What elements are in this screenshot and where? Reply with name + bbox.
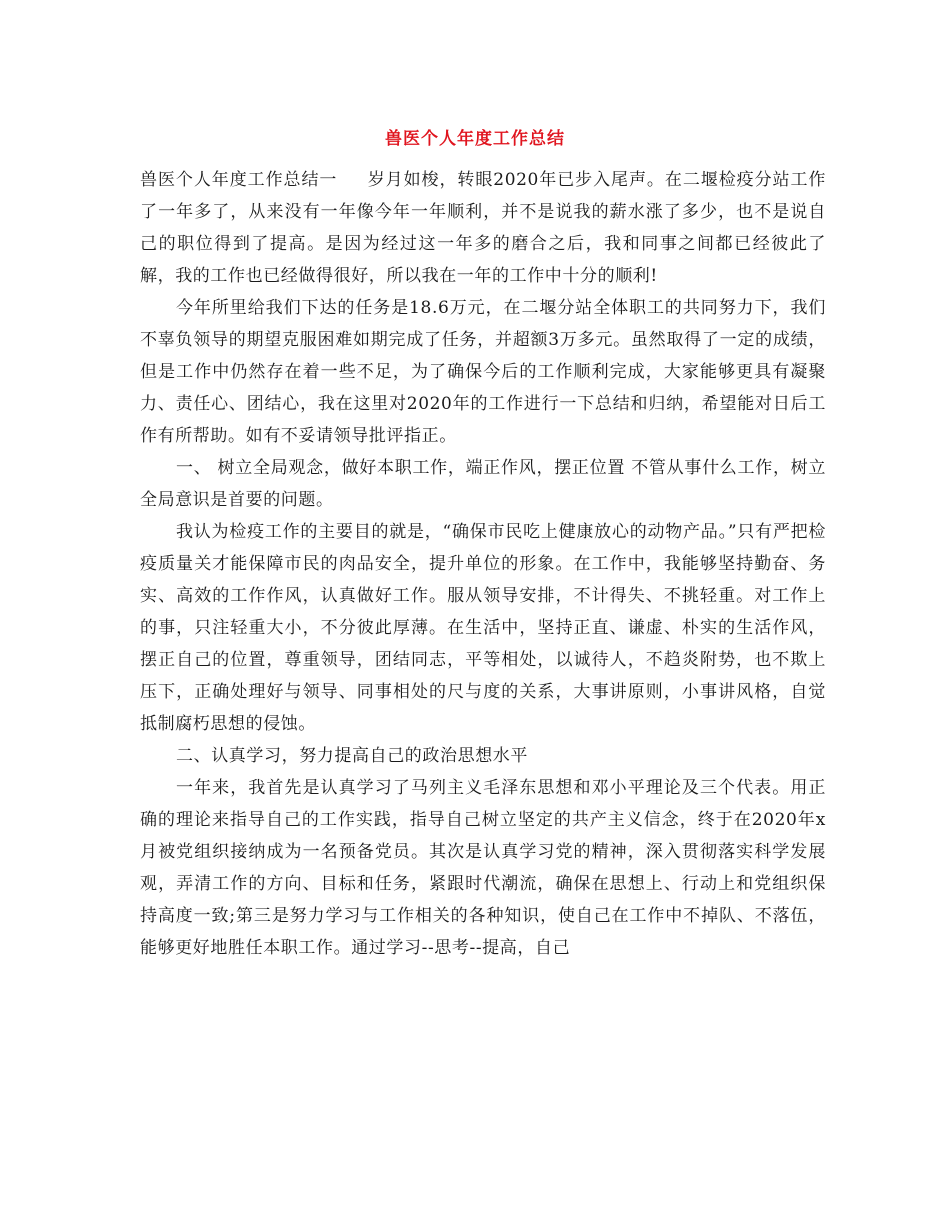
paragraph-1-text: 岁月如梭，转眼2020年已步入尾声。在二堰检疫分站工作了一年多了，从来没有一年像今年一年顺利，并不是说我的薪水涨了多少，也不是说自己的职位得到了提高。是因为经过这一年多的磨合之后，我和同事之间都已经彼此了解，我的工作也已经做得很好，所以我在一年的工作中十分的顺利!	[140, 170, 826, 286]
paragraph-4: 我认为检疫工作的主要目的就是，“确保市民吃上健康放心的动物产品。”只有严把检疫质量关才能保障市民的肉品安全，提升单位的形象。在工作中，我能够坚持勤奋、务实、高效的工作作风，认真做好工作。服从领导安排，不计得失、不挑轻重。对工作上的事，只注轻重大小，不分彼此厚薄。在生活中，坚持正直、谦虚、朴实的生活作风，摆正自己的位置，尊重领导，团结同志，平等相处，以诚待人，不趋炎附势，也不欺上压下，正确处理好与领导、同事相处的尺与度的关系，大事讲原则，小事讲风格，自觉抵制腐朽思想的侵蚀。	[140, 522, 826, 734]
document-body	[140, 164, 826, 964]
paragraph-2: 今年所里给我们下达的任务是18.6万元，在二堰分站全体职工的共同努力下，我们不辜负领导的期望克服困难如期完成了任务，并超额3万多元。虽然取得了一定的成绩，但是工作中仍然存在着一些不足，为了确保今后的工作顺利完成，大家能够更具有凝聚力、责任心、团结心，我在这里对2020年的工作进行一下总结和归纳，希望能对日后工作有所帮助。如有不妥请领导批评指正。	[140, 298, 826, 446]
paragraph-3: 一、 树立全局观念，做好本职工作，端正作风，摆正位置 不管从事什么工作，树立全局意识是首要的问题。	[140, 458, 826, 510]
paragraph-6: 一年来，我首先是认真学习了马列主义毛泽东思想和邓小平理论及三个代表。用正确的理论来指导自己的工作实践，指导自己树立坚定的共产主义信念，终于在2020年x月被党组织接纳成为一名预备党员。其次是认真学习党的精神，深入贯彻落实科学发展观，弄清工作的方向、目标和任务，紧跟时代潮流，确保在思想上、行动上和党组织保持高度一致;第三是努力学习与工作相关的各种知识，使自己在工作中不掉队、不落伍，能够更好地胜任本职工作。通过学习--思考--提高，自己	[140, 778, 826, 958]
heading-prefix: 兽医个人年度工作总结一	[140, 170, 338, 190]
paragraph-5: 二、认真学习，努力提高自己的政治思想水平	[176, 746, 528, 766]
paragraph-1	[140, 164, 826, 292]
document-title: 兽医个人年度工作总结	[385, 129, 565, 149]
